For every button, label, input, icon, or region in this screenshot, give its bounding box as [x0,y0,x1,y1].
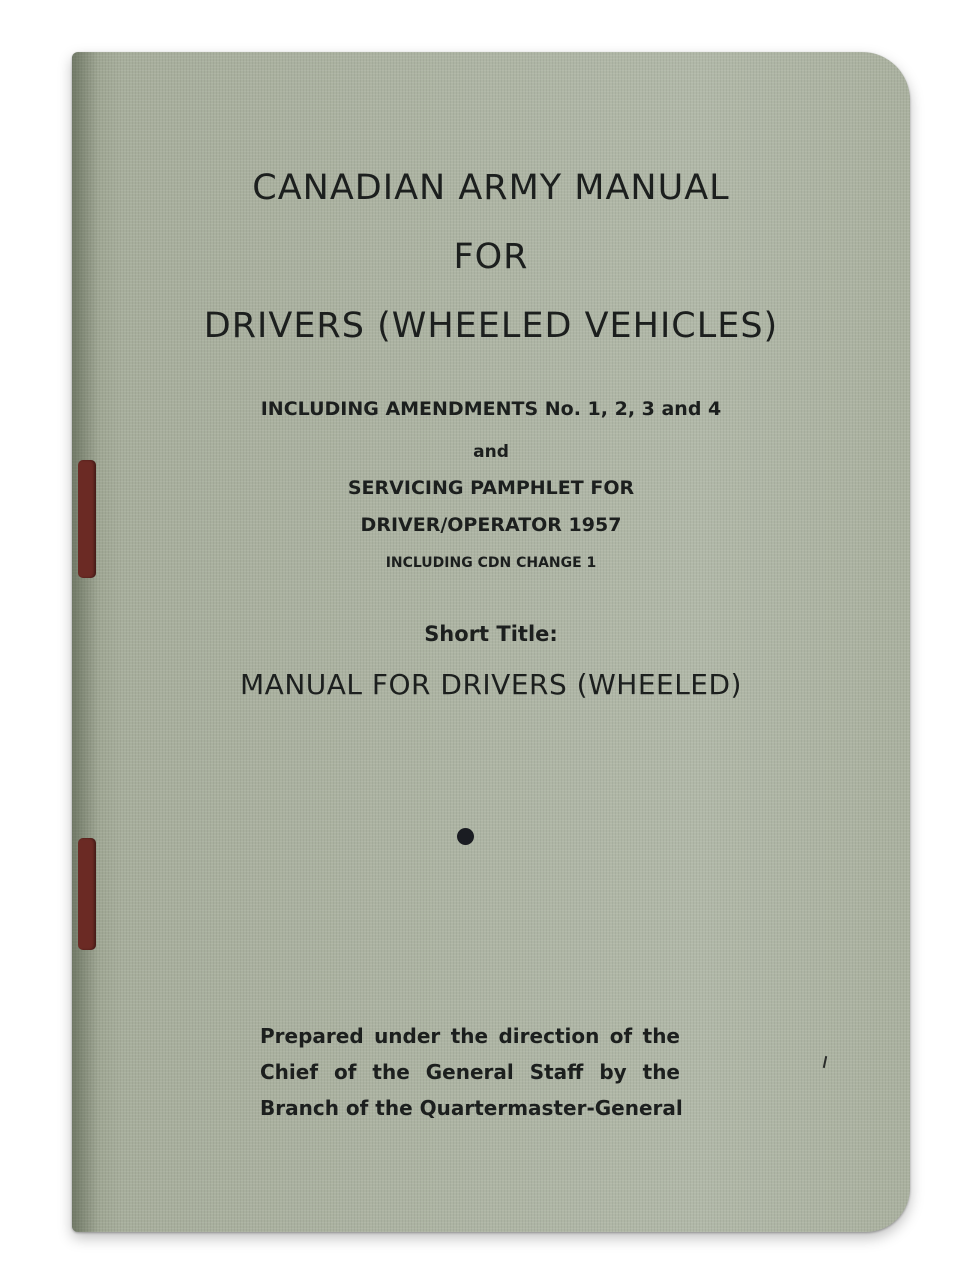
title-line-3: DRIVERS (WHEELED VEHICLES) [203,306,779,346]
prepared-by-line-1: Prepared under the direction of the [260,1024,680,1048]
subtitle-pamphlet: SERVICING PAMPHLET FOR [347,477,635,499]
short-title-value: MANUAL FOR DRIVERS (WHEELED) [240,668,742,701]
prepared-by-line-3: Branch of the Quartermaster-General [260,1096,683,1120]
center-dot-mark [457,828,474,845]
prepared-by-line-2: Chief of the General Staff by the [260,1060,680,1084]
subtitle-cdn-change: INCLUDING CDN CHANGE 1 [385,555,597,571]
title-line-1: CANADIAN ARMY MANUAL [252,168,730,208]
short-title-label: Short Title: [424,622,558,646]
manual-cover [72,52,910,1232]
title-line-2: FOR [453,237,529,277]
pencil-tick-mark [823,1056,827,1068]
bottom-staple [78,838,96,950]
prepared-by-block [260,1018,683,1126]
subtitle-amendments: INCLUDING AMENDMENTS No. 1, 2, 3 and 4 [260,398,722,420]
subtitle-driver-operator: DRIVER/OPERATOR 1957 [360,514,622,536]
subtitle-and: and [473,442,509,462]
